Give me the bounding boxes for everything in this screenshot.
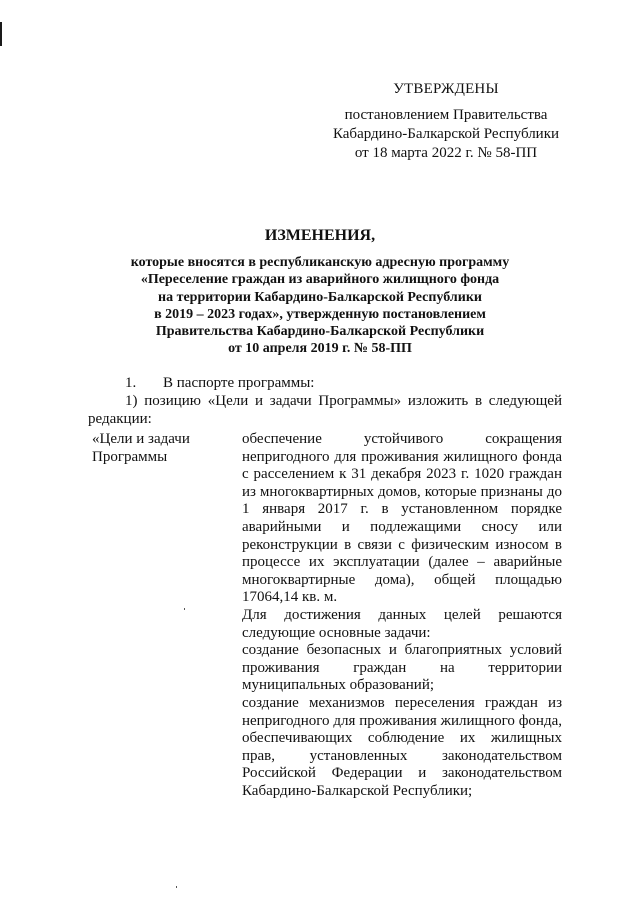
item-1 [88,374,562,392]
heading-line: на территории Кабардино-Балкарской Республики [158,289,482,305]
document-heading [90,226,550,358]
approval-title: УТВЕРЖДЕНЫ [393,81,499,97]
approval-block [330,80,562,163]
content-paragraph: Для достижения данных целей решаются следующие основные задачи: [242,606,562,641]
heading-line: которые вносятся в республиканскую адресную программу [130,255,510,270]
body-text [88,374,562,428]
heading-line: Правительства Кабардино-Балкарской Республики [155,324,485,340]
table-content-cell [242,431,562,800]
scan-speck [184,608,185,610]
content-paragraph: создание механизмов переселения граждан из непригодного для проживания жилищного фонда, обеспечивающих соблюдение их жилищных прав, установленных законодательством Российской Федерации и законодательством Кабардино-Балкарской Республики; [242,694,562,799]
content-paragraph: создание безопасных и благоприятных условий проживания граждан на территории муниципальных образований; [242,642,562,694]
item-1-number: 1. [125,375,137,391]
heading-line: в 2019 – 2023 годах», утвержденную постановлением [154,306,486,322]
heading-line: от 10 апреля 2019 г. № 58-ПП [228,341,412,357]
scan-edge-mark [0,22,2,46]
table-label-cell: «Цели и задачи Программы [92,431,190,465]
approval-line: постановлением Правительства [344,107,548,123]
content-paragraph: обеспечение устойчивого сокращения непригодного для проживания жилищного фонда с расселением к 31 декабря 2023 г. 1020 граждан из многоквартирных домов, которые признаны до 1 января 2017 г. в установленном порядке аварийными и подлежащими сносу или реконструкции в связи с физическим износом в процессе их эксплуатации (далее – аварийные многоквартирные дома), общей площадью 17064,14 кв. м. [242,431,562,606]
heading-line: «Переселение граждан из аварийного жилищного фонда [140,272,500,288]
item-1-text: В паспорте программы: [163,375,315,391]
item-2: 1) позицию «Цели и задачи Программы» изложить в следующей редакции: [88,393,562,427]
approval-line: Кабардино-Балкарской Республики [332,126,560,142]
heading-title: ИЗМЕНЕНИЯ, [264,227,376,244]
scan-speck [176,886,177,888]
approval-line: от 18 марта 2022 г. № 58-ПП [354,145,538,161]
